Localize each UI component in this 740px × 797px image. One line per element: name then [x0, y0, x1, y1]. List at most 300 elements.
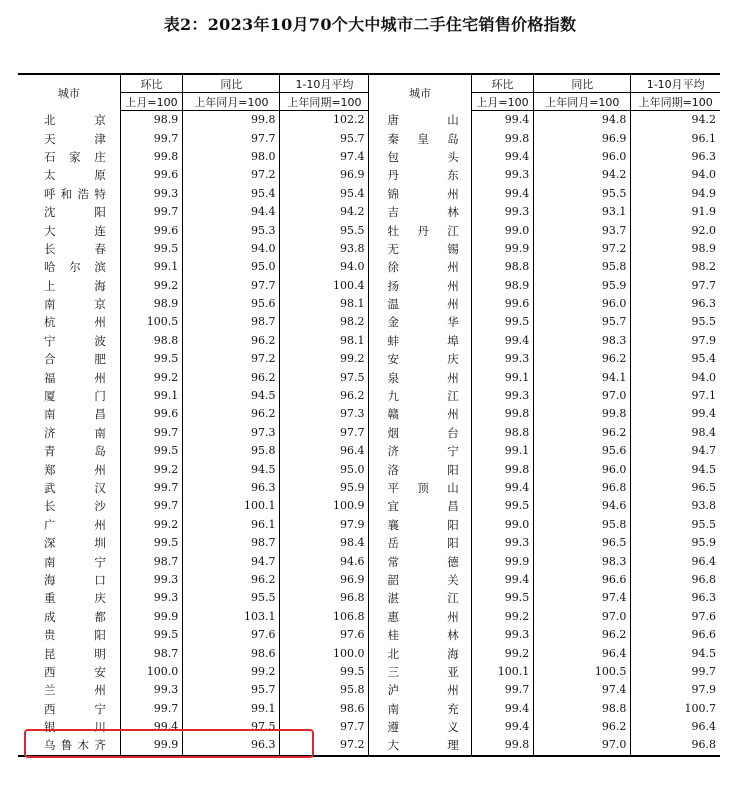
table-row: [18, 442, 720, 460]
cell-mom-left: 99.4: [120, 718, 182, 736]
cell-city-left: 石家庄: [44, 149, 106, 164]
cell-yoy-left: 97.2: [183, 350, 280, 368]
cell-avg-right: 96.3: [631, 148, 720, 166]
cell-city-left: 深圳: [44, 536, 106, 551]
table-row: [18, 552, 720, 570]
cell-city-left: 南昌: [44, 407, 106, 422]
cell-avg-left: 93.8: [280, 240, 369, 258]
cell-city-left: 兰州: [44, 683, 106, 698]
cell-mom-left: 99.2: [120, 516, 182, 534]
cell-city-left: 长春: [44, 241, 106, 256]
cell-mom-right: 100.1: [471, 663, 533, 681]
cell-mom-left: 99.7: [120, 479, 182, 497]
cell-avg-left: 102.2: [280, 111, 369, 130]
cell-yoy-left: 95.5: [183, 589, 280, 607]
cell-avg-right: 95.4: [631, 350, 720, 368]
cell-avg-right: 95.5: [631, 516, 720, 534]
cell-mom-right: 99.0: [471, 221, 533, 239]
cell-yoy-right: 97.0: [534, 736, 631, 755]
cell-yoy-right: 97.0: [534, 387, 631, 405]
cell-yoy-left: 95.3: [183, 221, 280, 239]
cell-avg-left: 95.9: [280, 479, 369, 497]
cell-mom-right: 99.4: [471, 148, 533, 166]
table-row: [18, 185, 720, 203]
cell-mom-left: 99.3: [120, 185, 182, 203]
cell-mom-left: 99.2: [120, 277, 182, 295]
cell-city-left: 武汉: [44, 481, 106, 495]
cell-avg-right: 94.2: [631, 111, 720, 130]
cell-avg-right: 94.5: [631, 460, 720, 478]
table-row: [18, 277, 720, 295]
cell-yoy-right: 95.8: [534, 516, 631, 534]
cell-avg-right: 97.9: [631, 332, 720, 350]
cell-yoy-left: 94.5: [183, 460, 280, 478]
cell-avg-right: 95.9: [631, 534, 720, 552]
cell-city-right: 牡丹江: [369, 221, 471, 239]
cell-avg-right: 96.8: [631, 736, 720, 755]
cell-yoy-left: 97.3: [183, 424, 280, 442]
cell-yoy-right: 96.2: [534, 350, 631, 368]
cell-city-right: 秦皇岛: [369, 129, 471, 147]
cell-mom-right: 99.8: [471, 460, 533, 478]
cell-city-left: 厦门: [44, 389, 106, 404]
cell-yoy-left: 94.0: [183, 240, 280, 258]
cell-avg-right: 97.9: [631, 681, 720, 699]
cell-mom-left: 99.7: [120, 129, 182, 147]
cell-city-right: 包头: [369, 148, 471, 166]
table-row: [18, 644, 720, 662]
cell-avg-left: 100.0: [280, 644, 369, 662]
cell-city-left: 天津: [44, 131, 106, 146]
cell-city-right: 丹东: [369, 166, 471, 184]
cell-avg-left: 95.4: [280, 185, 369, 203]
cell-city-left: 西宁: [44, 701, 106, 716]
cell-yoy-left: 95.7: [183, 681, 280, 699]
table-title: 表2：2023年10月70个大中城市二手住宅销售价格指数: [163, 15, 577, 34]
cell-mom-right: 99.8: [471, 736, 533, 755]
table-row: [18, 332, 720, 350]
cell-city-left: 杭州: [44, 315, 106, 330]
cell-yoy-left: 100.1: [183, 497, 280, 515]
table-row: [18, 368, 720, 386]
cell-mom-right: 99.8: [471, 129, 533, 147]
cell-yoy-left: 98.6: [183, 644, 280, 662]
header-mom-right: 环比: [471, 74, 533, 93]
cell-mom-right: 99.4: [471, 479, 533, 497]
cell-avg-right: 96.4: [631, 718, 720, 736]
cell-avg-left: 96.9: [280, 166, 369, 184]
table-row: [18, 258, 720, 276]
table-row: [18, 387, 720, 405]
cell-mom-left: 98.9: [120, 111, 182, 130]
cell-avg-left: 98.6: [280, 700, 369, 718]
cell-mom-left: 99.2: [120, 460, 182, 478]
cell-mom-left: 99.7: [120, 700, 182, 718]
cell-avg-left: 97.4: [280, 148, 369, 166]
cell-avg-left: 97.2: [280, 736, 369, 755]
cell-yoy-right: 94.2: [534, 166, 631, 184]
table-row: [18, 663, 720, 681]
cell-mom-left: 100.0: [120, 663, 182, 681]
cell-avg-right: 96.8: [631, 571, 720, 589]
table-row: [18, 479, 720, 497]
cell-mom-left: 99.8: [120, 148, 182, 166]
cell-yoy-right: 93.1: [534, 203, 631, 221]
cell-yoy-right: 98.3: [534, 552, 631, 570]
cell-city-left: 贵阳: [44, 628, 106, 643]
cell-yoy-right: 95.5: [534, 185, 631, 203]
table-row: [18, 203, 720, 221]
cell-city-left: 郑州: [44, 462, 106, 477]
cell-city-left: 济南: [44, 425, 106, 440]
cell-yoy-left: 96.3: [183, 736, 280, 755]
table-row: [18, 497, 720, 515]
cell-mom-right: 99.0: [471, 516, 533, 534]
cell-avg-left: 97.7: [280, 718, 369, 736]
cell-avg-right: 98.2: [631, 258, 720, 276]
cell-yoy-right: 96.2: [534, 718, 631, 736]
cell-mom-left: 99.9: [120, 608, 182, 626]
cell-city-left: 银川: [44, 720, 106, 735]
cell-yoy-right: 97.2: [534, 240, 631, 258]
cell-yoy-left: 99.1: [183, 700, 280, 718]
cell-avg-left: 99.2: [280, 350, 369, 368]
cell-mom-right: 98.8: [471, 258, 533, 276]
cell-yoy-left: 96.2: [183, 368, 280, 386]
cell-mom-left: 99.5: [120, 626, 182, 644]
cell-yoy-left: 97.2: [183, 166, 280, 184]
cell-avg-right: 97.1: [631, 387, 720, 405]
table-row: [18, 608, 720, 626]
table-row: [18, 424, 720, 442]
header-city-left: 城市: [57, 86, 80, 100]
cell-avg-right: 96.4: [631, 552, 720, 570]
cell-yoy-right: 93.7: [534, 221, 631, 239]
cell-mom-right: 99.8: [471, 405, 533, 423]
cell-yoy-left: 94.4: [183, 203, 280, 221]
cell-city-right: 扬州: [369, 277, 471, 295]
table-row: [18, 129, 720, 147]
cell-city-left: 福州: [44, 370, 106, 385]
cell-mom-left: 99.5: [120, 350, 182, 368]
cell-mom-left: 99.3: [120, 571, 182, 589]
header-avg-left: 1-10月平均: [280, 74, 369, 93]
cell-yoy-right: 96.4: [534, 644, 631, 662]
cell-mom-left: 99.7: [120, 203, 182, 221]
cell-mom-right: 99.3: [471, 387, 533, 405]
cell-yoy-right: 94.6: [534, 497, 631, 515]
table-row: [18, 350, 720, 368]
cell-mom-right: 99.3: [471, 626, 533, 644]
cell-city-left: 哈尔滨: [44, 260, 106, 275]
cell-avg-left: 94.0: [280, 258, 369, 276]
cell-mom-right: 99.7: [471, 681, 533, 699]
cell-avg-left: 100.4: [280, 277, 369, 295]
cell-yoy-left: 95.4: [183, 185, 280, 203]
cell-avg-right: 94.7: [631, 442, 720, 460]
cell-city-left: 西安: [44, 664, 106, 679]
header-yoy-left: 同比: [183, 74, 280, 93]
cell-mom-left: 99.6: [120, 221, 182, 239]
cell-mom-right: 99.1: [471, 368, 533, 386]
cell-yoy-right: 96.9: [534, 129, 631, 147]
cell-yoy-right: 97.4: [534, 589, 631, 607]
cell-city-right: 九江: [369, 387, 471, 405]
cell-yoy-left: 97.6: [183, 626, 280, 644]
cell-avg-right: 96.6: [631, 626, 720, 644]
cell-yoy-right: 94.1: [534, 368, 631, 386]
cell-yoy-right: 95.7: [534, 313, 631, 331]
cell-avg-right: 95.5: [631, 313, 720, 331]
cell-yoy-left: 98.7: [183, 313, 280, 331]
cell-mom-left: 99.7: [120, 497, 182, 515]
table-row: [18, 148, 720, 166]
cell-city-right: 金华: [369, 313, 471, 331]
cell-city-right: 锦州: [369, 185, 471, 203]
cell-avg-left: 96.2: [280, 387, 369, 405]
cell-mom-left: 99.5: [120, 240, 182, 258]
cell-mom-right: 99.5: [471, 313, 533, 331]
cell-avg-right: 100.7: [631, 700, 720, 718]
cell-city-left: 昆明: [44, 646, 106, 661]
cell-city-left: 海口: [44, 572, 106, 587]
header-yoy-right: 同比: [534, 74, 631, 93]
cell-mom-left: 99.5: [120, 442, 182, 460]
cell-city-right: 大理: [369, 736, 471, 755]
cell-avg-left: 97.5: [280, 368, 369, 386]
cell-mom-left: 99.1: [120, 258, 182, 276]
cell-city-left: 呼和浩特: [44, 186, 106, 201]
cell-city-right: 泸州: [369, 681, 471, 699]
cell-yoy-right: 94.8: [534, 111, 631, 130]
cell-mom-left: 99.1: [120, 387, 182, 405]
cell-yoy-right: 96.0: [534, 295, 631, 313]
cell-mom-right: 99.9: [471, 552, 533, 570]
cell-avg-left: 100.9: [280, 497, 369, 515]
cell-yoy-left: 96.2: [183, 405, 280, 423]
cell-avg-left: 95.0: [280, 460, 369, 478]
cell-mom-right: 98.8: [471, 424, 533, 442]
cell-city-left: 北京: [44, 112, 106, 127]
cell-city-right: 蚌埠: [369, 332, 471, 350]
cell-yoy-right: 96.8: [534, 479, 631, 497]
cell-yoy-right: 96.5: [534, 534, 631, 552]
cell-city-right: 岳阳: [369, 534, 471, 552]
cell-avg-left: 96.4: [280, 442, 369, 460]
cell-city-left: 重庆: [44, 591, 106, 606]
cell-avg-left: 98.4: [280, 534, 369, 552]
table-row: [18, 589, 720, 607]
cell-city-right: 烟台: [369, 424, 471, 442]
cell-city-right: 桂林: [369, 626, 471, 644]
table-row: [18, 405, 720, 423]
cell-avg-left: 97.3: [280, 405, 369, 423]
cell-avg-right: 94.0: [631, 166, 720, 184]
table-row: [18, 571, 720, 589]
cell-yoy-left: 95.6: [183, 295, 280, 313]
cell-avg-left: 94.2: [280, 203, 369, 221]
cell-city-right: 唐山: [369, 111, 471, 130]
cell-yoy-left: 97.5: [183, 718, 280, 736]
table-body: [18, 111, 720, 756]
cell-city-left: 沈阳: [44, 205, 106, 220]
cell-mom-left: 98.8: [120, 332, 182, 350]
cell-avg-right: 98.4: [631, 424, 720, 442]
cell-city-left: 乌鲁木齐: [44, 738, 106, 753]
table-row: [18, 313, 720, 331]
cell-city-left: 长沙: [44, 499, 106, 514]
cell-yoy-left: 94.7: [183, 552, 280, 570]
cell-avg-left: 97.9: [280, 516, 369, 534]
cell-avg-left: 98.1: [280, 332, 369, 350]
header-avg-sub-right: 上年同期=100: [631, 93, 720, 111]
cell-mom-right: 99.6: [471, 295, 533, 313]
cell-avg-left: 99.5: [280, 663, 369, 681]
cell-yoy-right: 97.0: [534, 608, 631, 626]
cell-mom-left: 99.6: [120, 166, 182, 184]
cell-avg-right: 96.1: [631, 129, 720, 147]
cell-yoy-left: 94.5: [183, 387, 280, 405]
cell-mom-right: 99.4: [471, 718, 533, 736]
cell-yoy-right: 96.2: [534, 626, 631, 644]
cell-avg-left: 97.7: [280, 424, 369, 442]
cell-city-right: 南充: [369, 700, 471, 718]
cell-mom-right: 99.1: [471, 442, 533, 460]
header-yoy-sub-right: 上年同月=100: [534, 93, 631, 111]
cell-yoy-left: 97.7: [183, 129, 280, 147]
cell-city-right: 温州: [369, 295, 471, 313]
table-row: [18, 736, 720, 755]
cell-mom-left: 100.5: [120, 313, 182, 331]
cell-yoy-right: 99.8: [534, 405, 631, 423]
cell-mom-right: 99.9: [471, 240, 533, 258]
cell-avg-right: 97.7: [631, 277, 720, 295]
cell-city-right: 三亚: [369, 663, 471, 681]
cell-yoy-right: 96.2: [534, 424, 631, 442]
cell-avg-right: 91.9: [631, 203, 720, 221]
cell-city-right: 徐州: [369, 258, 471, 276]
cell-avg-right: 93.8: [631, 497, 720, 515]
cell-avg-right: 99.4: [631, 405, 720, 423]
cell-yoy-left: 103.1: [183, 608, 280, 626]
table-row: [18, 700, 720, 718]
header-mom-left: 环比: [120, 74, 182, 93]
cell-city-right: 襄阳: [369, 516, 471, 534]
cell-avg-right: 99.7: [631, 663, 720, 681]
cell-yoy-right: 97.4: [534, 681, 631, 699]
cell-avg-left: 96.9: [280, 571, 369, 589]
cell-yoy-right: 98.3: [534, 332, 631, 350]
price-index-table-container: [18, 73, 720, 757]
cell-mom-left: 98.9: [120, 295, 182, 313]
cell-mom-left: 99.9: [120, 736, 182, 755]
cell-mom-left: 98.7: [120, 644, 182, 662]
cell-yoy-left: 95.8: [183, 442, 280, 460]
cell-mom-left: 99.7: [120, 424, 182, 442]
cell-avg-left: 97.6: [280, 626, 369, 644]
cell-mom-left: 99.2: [120, 368, 182, 386]
cell-avg-left: 106.8: [280, 608, 369, 626]
cell-city-right: 无锡: [369, 240, 471, 258]
cell-city-left: 南宁: [44, 554, 106, 569]
cell-avg-left: 95.8: [280, 681, 369, 699]
table-row: [18, 718, 720, 736]
cell-avg-right: 97.6: [631, 608, 720, 626]
cell-avg-left: 98.2: [280, 313, 369, 331]
cell-avg-left: 98.1: [280, 295, 369, 313]
cell-city-right: 湛江: [369, 589, 471, 607]
cell-avg-left: 94.6: [280, 552, 369, 570]
cell-yoy-left: 96.2: [183, 571, 280, 589]
cell-yoy-left: 96.3: [183, 479, 280, 497]
cell-yoy-right: 96.0: [534, 148, 631, 166]
cell-avg-right: 96.3: [631, 589, 720, 607]
cell-mom-left: 99.6: [120, 405, 182, 423]
table-row: [18, 681, 720, 699]
cell-avg-right: 94.5: [631, 644, 720, 662]
cell-yoy-right: 95.6: [534, 442, 631, 460]
header-yoy-sub-left: 上年同月=100: [183, 93, 280, 111]
cell-city-right: 洛阳: [369, 460, 471, 478]
cell-yoy-right: 98.8: [534, 700, 631, 718]
table-row: [18, 460, 720, 478]
table-row: [18, 534, 720, 552]
cell-mom-right: 99.4: [471, 571, 533, 589]
cell-avg-right: 94.0: [631, 368, 720, 386]
cell-mom-right: 99.2: [471, 644, 533, 662]
cell-mom-right: 99.4: [471, 700, 533, 718]
cell-mom-right: 99.5: [471, 589, 533, 607]
cell-city-right: 常德: [369, 552, 471, 570]
cell-yoy-right: 95.9: [534, 277, 631, 295]
header-city-right: 城市: [369, 74, 471, 111]
cell-mom-right: 99.4: [471, 185, 533, 203]
header-mom-sub-right: 上月=100: [471, 93, 533, 111]
cell-avg-left: 95.7: [280, 129, 369, 147]
cell-city-right: 惠州: [369, 608, 471, 626]
cell-mom-right: 99.4: [471, 332, 533, 350]
cell-yoy-left: 99.2: [183, 663, 280, 681]
cell-mom-left: 99.3: [120, 589, 182, 607]
cell-yoy-left: 97.7: [183, 277, 280, 295]
cell-mom-left: 98.7: [120, 552, 182, 570]
cell-city-right: 安庆: [369, 350, 471, 368]
cell-city-left: 太原: [44, 168, 106, 183]
table-row: [18, 111, 720, 130]
cell-yoy-right: 95.8: [534, 258, 631, 276]
cell-city-right: 泉州: [369, 368, 471, 386]
cell-city-right: 韶关: [369, 571, 471, 589]
cell-mom-right: 99.5: [471, 497, 533, 515]
cell-mom-right: 99.3: [471, 166, 533, 184]
cell-city-right: 北海: [369, 644, 471, 662]
cell-city-right: 宜昌: [369, 497, 471, 515]
cell-city-left: 青岛: [44, 444, 106, 459]
cell-yoy-left: 96.2: [183, 332, 280, 350]
table-row: [18, 626, 720, 644]
cell-mom-right: 98.9: [471, 277, 533, 295]
cell-city-right: 吉林: [369, 203, 471, 221]
cell-city-left: 南京: [44, 297, 106, 312]
table-row: [18, 166, 720, 184]
cell-mom-right: 99.3: [471, 203, 533, 221]
table-row: [18, 240, 720, 258]
cell-yoy-left: 96.1: [183, 516, 280, 534]
cell-mom-right: 99.3: [471, 350, 533, 368]
cell-yoy-right: 100.5: [534, 663, 631, 681]
price-index-table: [18, 73, 720, 757]
cell-city-left: 广州: [44, 517, 106, 532]
